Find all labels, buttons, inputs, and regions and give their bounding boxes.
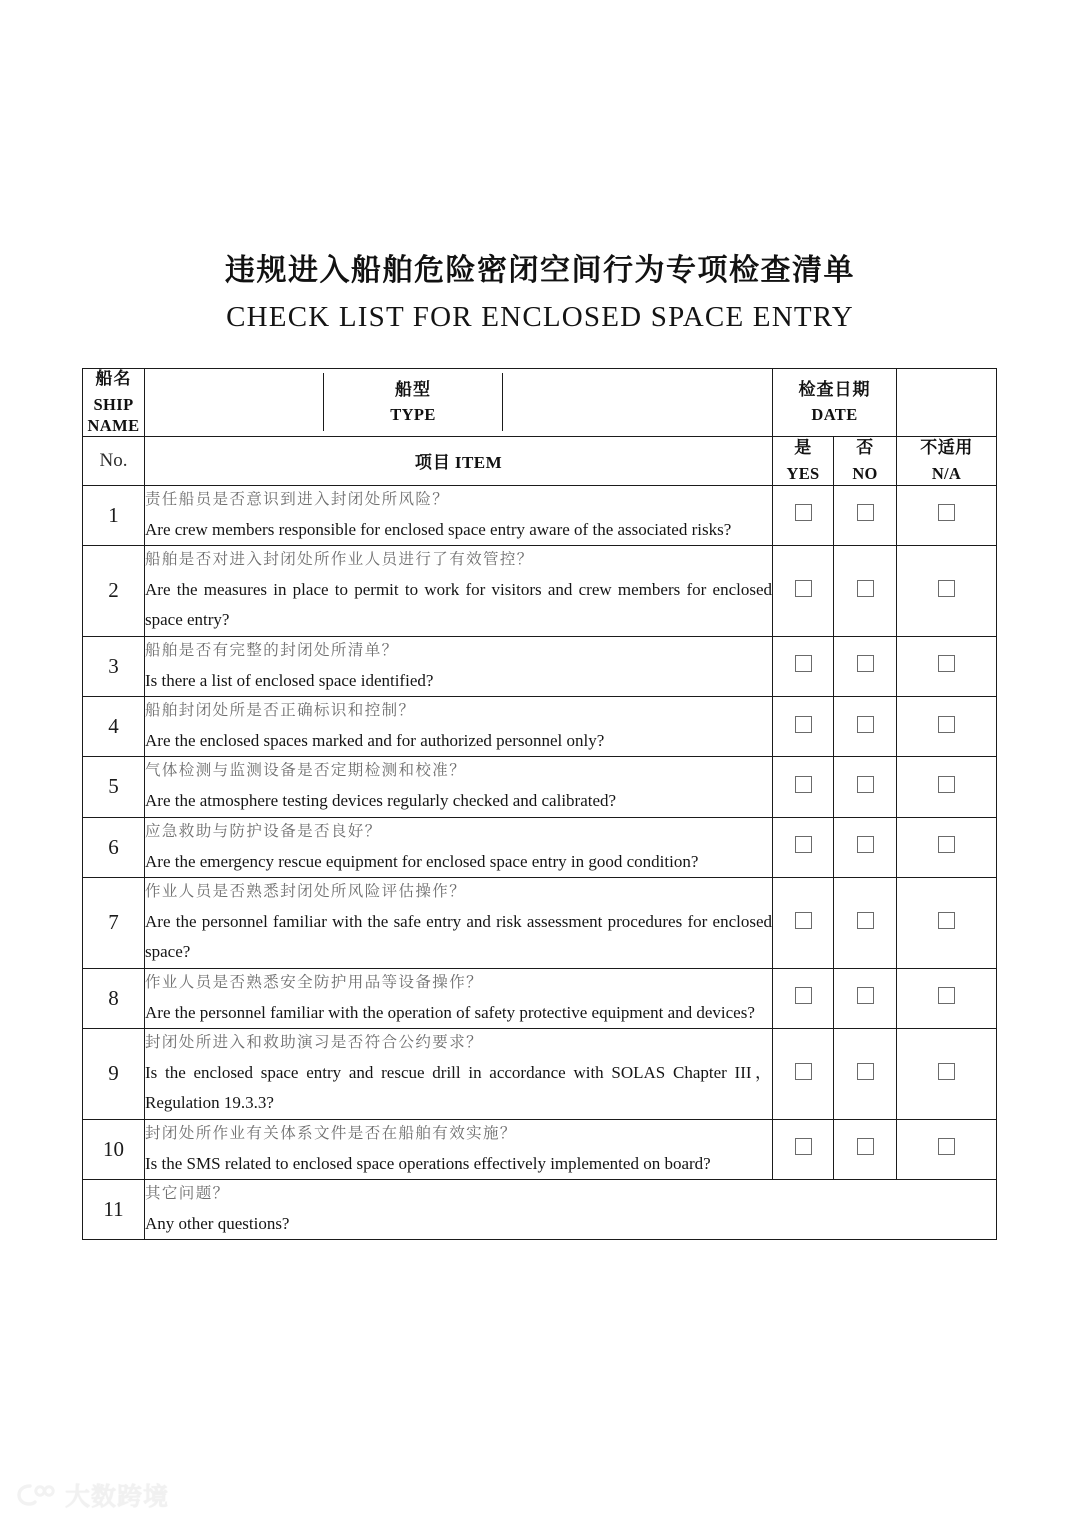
row-number: 9 — [83, 1029, 145, 1120]
checkbox-cell-no[interactable] — [834, 696, 897, 756]
checkbox-yes[interactable] — [795, 655, 812, 672]
ship-name-label-en: SHIP NAME — [87, 394, 140, 435]
row-question-en: Are the personnel familiar with the safe entry and risk assessment procedures for enclosed space? — [145, 912, 772, 962]
checkbox-cell-no[interactable] — [834, 968, 897, 1028]
checkbox-no[interactable] — [857, 912, 874, 929]
column-header-yes-cn: 是 — [794, 437, 812, 458]
row-question-en: Is the enclosed space entry and rescue drill in accordance with SOLAS Chapter III，Regulation 19.3.3? — [145, 1063, 772, 1113]
checkbox-cell-na[interactable] — [897, 1029, 997, 1120]
column-header-item-en: ITEM — [454, 453, 503, 473]
row-question-en: Are the personnel familiar with the operation of safety protective equipment and devices? — [145, 1002, 755, 1022]
checkbox-cell-yes[interactable] — [773, 968, 834, 1028]
column-header-no-cn: 否 — [856, 437, 874, 458]
watermark-text: 大数跨境 — [65, 1482, 170, 1511]
checkbox-cell-yes[interactable] — [773, 545, 834, 636]
row-question-en: Are the atmosphere testing devices regularly checked and calibrated? — [145, 791, 617, 811]
row-question-cn: 应急救助与防护设备是否良好？ — [145, 821, 382, 840]
row-number: 6 — [83, 817, 145, 877]
row-question-en: Are the enclosed spaces marked and for authorized personnel only? — [145, 731, 605, 750]
row-item-text — [145, 545, 773, 636]
checkbox-no[interactable] — [857, 1138, 874, 1155]
table-row — [83, 757, 997, 817]
row-number: 3 — [83, 636, 145, 696]
row-question-cn: 其它问题？ — [145, 1184, 230, 1202]
date-label-cell — [773, 369, 897, 437]
checkbox-cell-na[interactable] — [897, 878, 997, 969]
table-row — [83, 878, 997, 969]
checkbox-na[interactable] — [938, 1138, 955, 1155]
checkbox-cell-yes[interactable] — [773, 757, 834, 817]
column-header-item-cn: 项目 — [414, 453, 451, 474]
row-question-cn: 船舶是否对进入封闭处所作业人员进行了有效管控？ — [145, 549, 534, 568]
type-label-cell — [324, 373, 503, 431]
column-header-na — [897, 436, 997, 485]
checkbox-no[interactable] — [857, 836, 874, 853]
page-title-english: CHECK LIST FOR ENCLOSED SPACE ENTRY — [226, 300, 854, 333]
checkbox-cell-no[interactable] — [834, 485, 897, 545]
row-item-text-merged — [145, 1180, 997, 1240]
checkbox-no[interactable] — [857, 1063, 874, 1080]
row-number: 8 — [83, 968, 145, 1028]
row-question-en: Is there a list of enclosed space identified? — [145, 670, 434, 690]
column-header-yes — [773, 436, 834, 485]
row-item-text — [145, 1029, 773, 1120]
table-row — [83, 696, 997, 756]
row-number: 4 — [83, 696, 145, 756]
row-item-text — [145, 757, 773, 817]
checkbox-na[interactable] — [938, 716, 955, 733]
checkbox-no[interactable] — [857, 655, 874, 672]
checkbox-cell-no[interactable] — [834, 1119, 897, 1179]
row-item-text — [145, 696, 773, 756]
checkbox-cell-na[interactable] — [897, 696, 997, 756]
type-input[interactable] — [503, 373, 772, 431]
row-number: 10 — [83, 1119, 145, 1179]
checkbox-yes[interactable] — [795, 836, 812, 853]
table-row — [83, 1119, 997, 1179]
document-title-block — [0, 252, 1080, 337]
checkbox-cell-na[interactable] — [897, 1119, 997, 1179]
row-question-en: Is the SMS related to enclosed space operations effectively implemented on board? — [145, 1153, 711, 1173]
checkbox-no[interactable] — [857, 987, 874, 1004]
ship-name-value-cell[interactable] — [145, 369, 773, 437]
checkbox-na[interactable] — [938, 987, 955, 1004]
row-question-en: Are the emergency rescue equipment for enclosed space entry in good condition? — [145, 851, 699, 871]
table-row — [83, 817, 997, 877]
row-item-text — [145, 968, 773, 1028]
checkbox-cell-no[interactable] — [834, 757, 897, 817]
type-label-cn: 船型 — [394, 379, 431, 400]
checkbox-cell-yes[interactable] — [773, 1029, 834, 1120]
checkbox-cell-no[interactable] — [834, 817, 897, 877]
row-question-cn: 封闭处所进入和救助演习是否符合公约要求？ — [145, 1033, 484, 1051]
date-input[interactable] — [897, 369, 997, 437]
date-label-en: DATE — [811, 405, 858, 425]
table-row — [83, 1180, 997, 1240]
checkbox-na[interactable] — [938, 655, 955, 672]
checkbox-cell-na[interactable] — [897, 485, 997, 545]
checkbox-na[interactable] — [938, 776, 955, 793]
checkbox-cell-no[interactable] — [834, 1029, 897, 1120]
checkbox-no[interactable] — [857, 776, 874, 793]
table-row — [83, 485, 997, 545]
checkbox-yes[interactable] — [795, 716, 812, 733]
type-label-en: TYPE — [390, 405, 436, 425]
checkbox-cell-na[interactable] — [897, 817, 997, 877]
column-header-no-en: NO — [852, 464, 878, 484]
row-item-text — [145, 878, 773, 969]
row-question-en: Any other questions? — [145, 1214, 290, 1234]
row-item-text — [145, 817, 773, 877]
checkbox-yes[interactable] — [795, 580, 812, 597]
page-title-chinese: 违规进入船舶危险密闭空间行为专项检查清单 — [225, 253, 855, 288]
row-item-text — [145, 636, 773, 696]
checkbox-cell-no[interactable] — [834, 878, 897, 969]
row-number: 7 — [83, 878, 145, 969]
row-question-cn: 气体检测与监测设备是否定期检测和校准？ — [145, 761, 467, 780]
checkbox-yes[interactable] — [795, 1063, 812, 1080]
row-question-cn: 封闭处所作业有关体系文件是否在船舶有效实施？ — [145, 1123, 517, 1142]
checkbox-na[interactable] — [938, 1063, 955, 1080]
checklist-table — [82, 368, 997, 1240]
column-header-no — [834, 436, 897, 485]
column-header-na-cn: 不适用 — [920, 437, 973, 458]
row-question-cn: 责任船员是否意识到进入封闭处所风险？ — [145, 489, 450, 508]
column-header-item — [145, 436, 773, 485]
table-row — [83, 545, 997, 636]
checkbox-no[interactable] — [857, 504, 874, 521]
checkbox-yes[interactable] — [795, 987, 812, 1004]
column-header-yes-en: YES — [786, 464, 820, 484]
checkbox-cell-na[interactable] — [897, 968, 997, 1028]
row-number: 11 — [83, 1180, 145, 1240]
checkbox-no[interactable] — [857, 580, 874, 597]
checkbox-na[interactable] — [938, 580, 955, 597]
row-item-text — [145, 1119, 773, 1179]
row-item-text — [145, 485, 773, 545]
row-question-cn: 船舶封闭处所是否正确标识和控制？ — [145, 700, 416, 719]
checkbox-cell-yes[interactable] — [773, 485, 834, 545]
checkbox-cell-na[interactable] — [897, 545, 997, 636]
checkbox-cell-yes[interactable] — [773, 878, 834, 969]
column-header-row — [83, 436, 997, 485]
checkbox-yes[interactable] — [795, 912, 812, 929]
checkbox-yes[interactable] — [795, 776, 812, 793]
checkbox-cell-no[interactable] — [834, 636, 897, 696]
checkbox-cell-na[interactable] — [897, 636, 997, 696]
row-number: 2 — [83, 545, 145, 636]
checkbox-cell-yes[interactable] — [773, 696, 834, 756]
checkbox-na[interactable] — [938, 836, 955, 853]
date-label-cn: 检查日期 — [798, 379, 871, 400]
checkbox-cell-yes[interactable] — [773, 1119, 834, 1179]
watermark — [16, 1477, 169, 1513]
checklist-table-wrapper — [82, 368, 996, 1240]
column-header-na-en: N/A — [931, 464, 962, 484]
checkbox-na[interactable] — [938, 504, 955, 521]
ship-name-input[interactable] — [145, 373, 324, 431]
checkbox-cell-no[interactable] — [834, 545, 897, 636]
row-question-en: Are the measures in place to permit to work for visitors and crew members for enclosed space entry? — [145, 580, 772, 630]
row-question-cn: 作业人员是否熟悉安全防护用品等设备操作？ — [145, 972, 484, 991]
table-row — [83, 968, 997, 1028]
column-header-no: No. — [83, 436, 145, 485]
circle-logo-icon — [16, 1482, 56, 1508]
checkbox-yes[interactable] — [795, 504, 812, 521]
ship-name-label-cell — [83, 369, 145, 437]
row-question-en: Are crew members responsible for enclosed space entry aware of the associated risks? — [145, 519, 732, 539]
ship-info-header-row — [83, 369, 997, 437]
row-number: 1 — [83, 485, 145, 545]
row-question-cn: 船舶是否有完整的封闭处所清单？ — [145, 640, 399, 659]
ship-name-label-cn: 船名 — [95, 369, 132, 389]
row-number: 5 — [83, 757, 145, 817]
checkbox-na[interactable] — [938, 912, 955, 929]
checkbox-cell-yes[interactable] — [773, 636, 834, 696]
table-row — [83, 636, 997, 696]
table-row — [83, 1029, 997, 1120]
checkbox-no[interactable] — [857, 716, 874, 733]
checkbox-yes[interactable] — [795, 1138, 812, 1155]
checkbox-cell-yes[interactable] — [773, 817, 834, 877]
checkbox-cell-na[interactable] — [897, 757, 997, 817]
row-question-cn: 作业人员是否熟悉封闭处所风险评估操作？ — [145, 882, 467, 900]
